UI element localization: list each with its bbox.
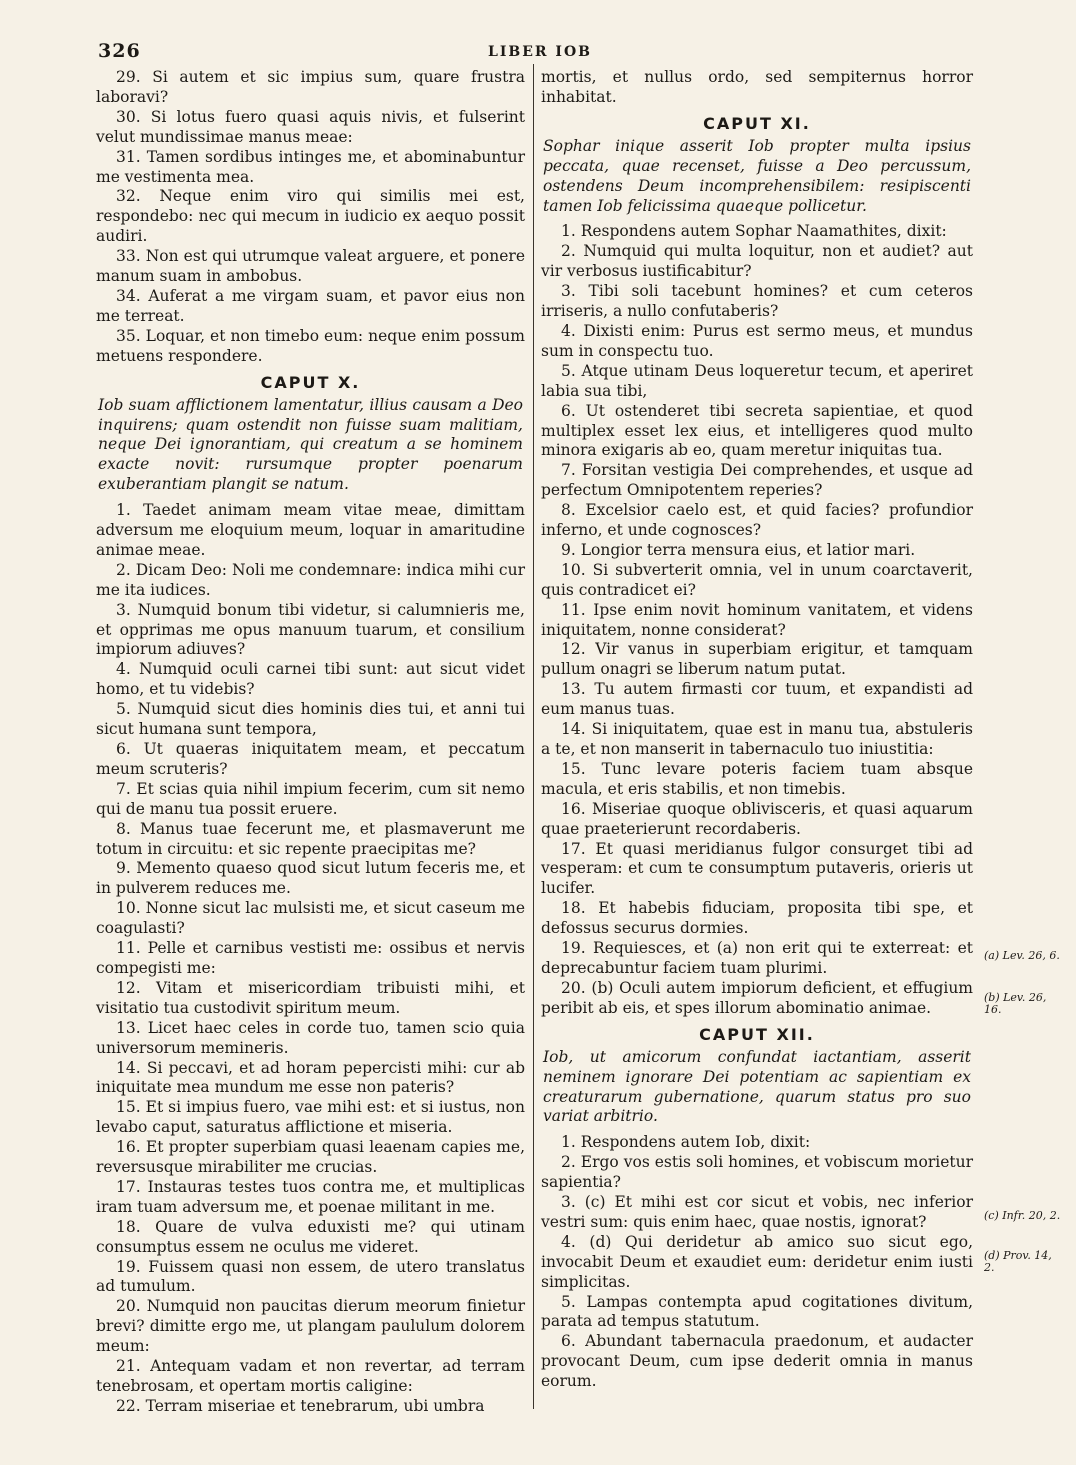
verse: 15. Tunc levare poteris faciem tuam absque macula, et eris stabilis, et non timebis. [541,759,973,798]
verse: 2. Numquid qui multa loquitur, non et audiet? aut vir verbosus iustificabitur? [541,242,973,281]
verse: 7. Forsitan vestigia Dei comprehendes, et usque ad perfectum Omnipotentem reperies? [541,461,973,500]
verse: 1. Taedet animam meam vitae meae, dimittam adversum me eloquium meum, loquar in amaritudine animae meae. [96,501,525,559]
verse: 3. Numquid bonum tibi videtur, si calumnieris me, et opprimas me opus manuum tuarum, et consilium impiorum adiuves? [96,600,525,659]
verse: 4. Numquid oculi carnei tibi sunt: aut sicut videt homo, et tu videbis? [96,660,525,699]
left-column [96,68,525,1417]
verse: 8. Excelsior caelo est, et quid facies? profundior inferno, et unde cognosces? [541,501,973,540]
chapter-summary-x: Iob suam afflictionem lamentatur, illius causam a Deo inquirens; quam ostendit non fuisse suam malitiam, neque Dei ignorantiam, qui creatum a se hominem exacte novit: rursumque propter poenarum exuberantiam plangit se natum. [98,395,523,494]
verse: 32. Neque enim viro qui similis mei est, respondebo: nec qui mecum in iudicio ex aequo possit audiri. [96,187,525,246]
verse: 5. Numquid sicut dies hominis dies tui, et anni tui sicut humana sunt tempora, [96,700,525,739]
verse: 7. Et scias quia nihil impium fecerim, cum sit nemo qui de manu tua possit eruere. [96,779,525,818]
verse: 3. (c) Et mihi est cor sicut et vobis, nec inferior vestri sum: quis enim haec, quae nostis, ignorat? [541,1193,973,1231]
verse: 20. (b) Oculi autem impiorum deficient, et effugium peribit ab eis, et spes illorum abominatio animae. [541,978,973,1017]
column-divider [533,64,534,1409]
verse: 12. Vir vanus in superbiam erigitur, et tamquam pullum onagri se liberum natum putat. [541,640,973,679]
margin-note: (c) Infr. 20, 2. [984,1209,1061,1222]
verse: 6. Abundant tabernacula praedonum, et audacter provocant Deum, cum ipse dederit omnia in manus eorum. [541,1332,973,1391]
verse: 5. Atque utinam Deus loqueretur tecum, et aperiret labia sua tibi, [541,361,973,400]
chapter-heading-xii: CAPUT XII. [699,1024,815,1044]
verse: 20. Numquid non paucitas dierum meorum finietur brevi? dimitte ergo me, ut plangam paululum dolorem meum: [96,1297,525,1356]
verse: 29. Si autem et sic impius sum, quare frustra laboravi? [96,68,525,106]
verse: 11. Ipse enim novit hominum vanitatem, et videns iniquitatem, nonne considerat? [541,600,973,639]
verse: 34. Auferat a me virgam suam, et pavor eius non me terreat. [96,286,525,325]
verse: 22. Terram miseriae et tenebrarum, ubi umbra [116,1396,485,1415]
verse: 6. Ut quaeras iniquitatem meam, et peccatum meum scruteris? [96,740,525,778]
verse: 21. Antequam vadam et non revertar, ad terram tenebrosam, et opertam mortis caligine: [96,1357,525,1395]
verse: 17. Instauras testes tuos contra me, et multiplicas iram tuam adversum me, et poenae militant in me. [96,1177,525,1216]
verse: 6. Ut ostenderet tibi secreta sapientiae, et quod multiplex esset lex eius, et intelligeres quod multo minora exigaris ab eo, quam meretur iniquitas tua. [541,401,973,460]
verse: 9. Longior terra mensura eius, et latior mari. [561,540,916,559]
verse: 11. Pelle et carnibus vestisti me: ossibus et nervis compegisti me: [96,939,525,977]
verse: 1. Respondens autem Iob, dixit: [561,1133,811,1152]
verse: 16. Miseriae quoque oblivisceris, et quasi aquarum quae praeterierunt recordaberis. [541,799,973,838]
verse: 19. Requiesces, et (a) non erit qui te exterreat: et deprecabuntur faciem tuam plurimi. [541,939,973,977]
verse: 16. Et propter superbiam quasi leaenam capies me, reversusque mirabiliter me crucias. [96,1138,525,1177]
verse: 18. Quare de vulva eduxisti me? qui utinam consumptus essem ne oculus me videret. [96,1217,525,1256]
chapter-heading-x: CAPUT X. [260,372,361,392]
margin-note: (b) Lev. 26, 16. [984,991,1047,1016]
verse: 12. Vitam et misericordiam tribuisti mihi, et visitatio tua custodivit spiritum meum. [96,978,525,1017]
verse: 13. Tu autem firmasti cor tuum, et expandisti ad eum manus tuas. [541,680,973,719]
verse: 18. Et habebis fiduciam, proposita tibi spe, et defossus securus dormies. [541,899,973,938]
verse: 4. Dixisti enim: Purus est sermo meus, et mundus sum in conspectu tuo. [541,321,973,360]
right-column [541,68,973,1392]
verse: 31. Tamen sordibus intinges me, et abominabuntur me vestimenta mea. [96,147,525,186]
verse: 33. Non est qui utrumque valeat arguere, et ponere manum suam in ambobus. [96,247,525,286]
verse: 13. Licet haec celes in corde tuo, tamen scio quia universorum memineris. [96,1018,525,1057]
verse: 5. Lampas contempta apud cogitationes divitum, parata ad tempus statutum. [541,1292,973,1331]
chapter-heading-xi: CAPUT XI. [703,113,811,133]
verse-continuation: mortis, et nullus ordo, sed sempiternus horror inhabitat. [541,68,973,106]
verse: 14. Si iniquitatem, quae est in manu tua, abstuleris a te, et non manserit in tabernaculo tuo iniustitia: [541,720,973,758]
margin-note: (a) Lev. 26, 6. [984,949,1060,962]
verse: 14. Si peccavi, et ad horam pepercisti mihi: cur ab iniquitate mea mundum me esse non pateris? [96,1058,525,1097]
verse: 17. Et quasi meridianus fulgor consurget tibi ad vesperam: et cum te consumptum putaveris, orieris ut lucifer. [541,839,973,898]
verse: 9. Memento quaeso quod sicut lutum feceris me, et in pulverem reduces me. [96,859,525,898]
verse: 1. Respondens autem Sophar Naamathites, dixit: [561,222,947,241]
margin-note: (d) Prov. 14, 2. [984,1249,1052,1274]
verse: 10. Nonne sicut lac mulsisti me, et sicut caseum me coagulasti? [96,899,526,938]
running-title: LIBER IOB [488,44,592,60]
verse: 10. Si subverterit omnia, vel in unum coarctaverit, quis contradicet ei? [541,560,973,599]
verse: 3. Tibi soli tacebunt homines? et cum ceteros irriseris, a nullo confutaberis? [541,282,973,321]
verse: 2. Ergo vos estis soli homines, et vobiscum morietur sapientia? [541,1153,973,1192]
verse: 8. Manus tuae fecerunt me, et plasmaverunt me totum in circuitu: et sic repente praecipitas me? [96,819,525,858]
verse: 15. Et si impius fuero, vae mihi est: et si iustus, non levabo caput, saturatus afflictione et miseria. [96,1098,525,1137]
verse: 19. Fuissem quasi non essem, de utero translatus ad tumulum. [96,1257,525,1296]
chapter-summary-xi: Sophar inique asserit Iob propter multa ipsius peccata, quae recenset, fuisse a Deo percussum, ostendens Deum incomprehensibilem: resipiscenti tamen Iob felicissima quaeque pollicetur. [543,136,971,215]
page-number: 326 [98,40,141,62]
verse: 4. (d) Qui deridetur ab amico suo sicut ego, invocabit Deum et exaudiet eum: deridetur enim iusti simplicitas. [541,1232,973,1291]
verse: 2. Dicam Deo: Noli me condemnare: indica mihi cur me ita iudices. [96,560,525,599]
chapter-summary-xii: Iob, ut amicorum confundat iactantiam, asserit neminem ignorare Dei potentiam ac sapientiam ex creaturarum gubernatione, quarum status pro suo variat arbitrio. [543,1047,971,1126]
verse: 35. Loquar, et non timebo eum: neque enim possum metuens respondere. [96,326,525,365]
verse: 30. Si lotus fuero quasi aquis nivis, et fulserint velut mundissimae manus meae: [96,107,525,146]
